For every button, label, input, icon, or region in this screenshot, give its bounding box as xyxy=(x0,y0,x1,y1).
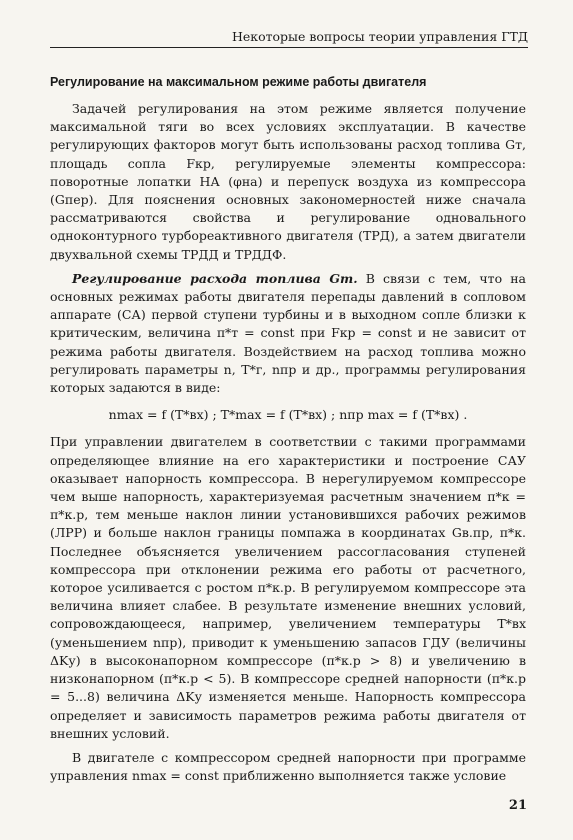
section-title: Регулирование на максимальном режиме работы двигателя xyxy=(50,75,427,89)
page-number: 21 xyxy=(508,798,527,813)
paragraph-4: В двигателе с компрессором средней напорности при программе управления nmax = const приближенно выполняется также условие xyxy=(50,749,526,784)
formula-programs: nmax = f (T*вх) ; T*max = f (T*вх) ; nпр max = f (T*вх) . xyxy=(108,407,468,423)
paragraph-1: Задачей регулирования на этом режиме является получение максимальной тяги во всех условиях эксплуатации. В качестве регулирующих факторов могут быть использованы расход топлива Gт, площадь сопла Fкр, регулируемые элементы компрессора: поворотные лопатки НА (φна) и перепуск воздуха из компрессора (Gпер). Для пояснения основных закономерностей ниже сначала рассматриваются свойства и регулирование одновального одноконтурного турбореактивного двигателя (ТРД), а затем двигатели двухвальной схемы ТРДД и ТРДДФ. xyxy=(50,101,526,262)
paragraph-3: При управлении двигателем в соответствии с такими программами определяющее влияние на его характеристики и построение САУ оказывает напорность компрессора. В нерегулируемом компрессоре чем выше напорность, характеризуемая расчетным значением π*к = π*к.р, тем меньше наклон линии установившихся рабочих режимов (ЛРР) и больше наклон границы помпажа в координатах Gв.пр, π*к. Последнее объясняется увеличением рассогласования ступеней компрессора при отклонении режима его работы от расчетного, которое усиливается с ростом π*к.р. В регулируемом компрессоре эта величина влияет слабее. В результате изменение внешних условий, сопровождающееся, например, увеличением температуры T*вх (уменьшением nпр), приводит к уменьшению запасов ГДУ (величины ΔKу) в высоконапорном компрессоре (π*к.р > 8) и увеличению в низконапорном (π*к.р < 5). В компрессоре средней напорности (π*к.р = 5...8) величина ΔKу изменяется меньше. Напорность компрессора определяет и зависимость параметров режима работы двигателя от внешних условий. xyxy=(50,434,526,741)
paragraph-2 xyxy=(50,270,526,397)
subheading-fuel-flow: Регулирование расхода топлива Gт. xyxy=(72,270,358,286)
header-rule xyxy=(50,47,528,48)
running-header: Некоторые вопросы теории управления ГТД xyxy=(231,29,528,44)
page-content xyxy=(50,74,526,785)
paragraph-2-text: В связи с тем, что на основных режимах работы двигателя перепады давлений в сопловом аппарате (СА) первой ступени турбины и в выходном сопле близки к критическим, величина π*т = const при Fкр = const и не зависит от режима работы двигателя. Воздействием на расход топлива можно регулировать параметры n, T*г, nпр и др., программы регулирования которых задаются в виде: xyxy=(50,270,526,396)
